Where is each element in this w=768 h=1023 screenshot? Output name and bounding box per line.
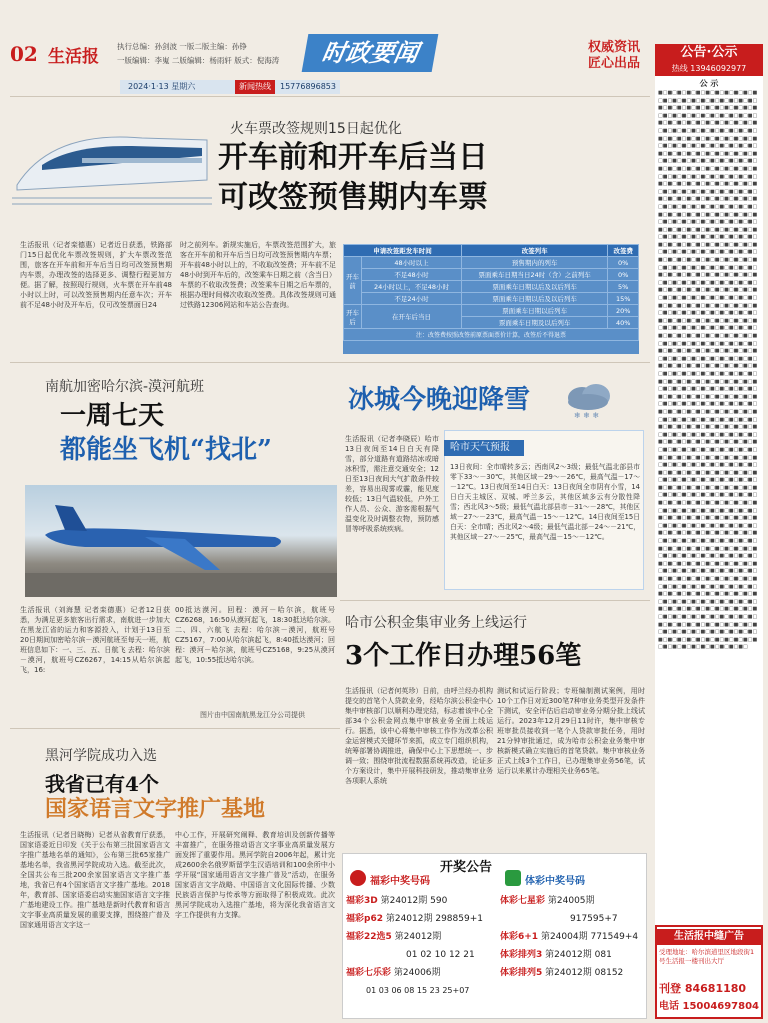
sidebar-ad-address: 受理地址：哈尔滨道里区地段街1号生活报一楼刊出大厅 [659, 948, 755, 965]
article2-headline-2: 都能坐飞机“找北” [60, 435, 272, 465]
lottery-right-list [500, 892, 645, 982]
article2-headline-1: 一周七天 [60, 401, 165, 431]
sidebar-title: 公告·公示 [655, 44, 763, 62]
section-banner: 时政要闻 [302, 34, 439, 72]
sidebar-subtitle: 公 示 [699, 79, 719, 88]
lottery-numbers: 01 03 06 08 15 23 25+07 [366, 986, 470, 995]
change-fee-table: 申请改签距发车时间 改签列车 改签费 开车前 48小时以上 预售期内的列车 0% 不足48小时 票面乘车日期当日24时（含）之前列车 0% 24小时以上，不足48小时 票面乘车日期以后及以后列车 5% 不足24小时 票面乘车日期以后及以后列车 15% 开车后 在开车后当日 票面乘车日期以后列车 20% 票面乘车日期及以后列车 40% 注：改签费按照改签前原票面票价计算，改签后不得退票 [343, 244, 639, 354]
lottery-row: 体彩6+1 第24004期 771549+4 [500, 932, 639, 942]
train-illustration [12, 110, 212, 210]
article3-headline: 冰城今晚迎降雪 [348, 385, 531, 415]
sidebar-ad-phone-1: 刊登 84681180 [659, 982, 747, 995]
weather-title: 哈市天气预报 [444, 440, 524, 456]
lottery-left-brand: 福彩中奖号码 [370, 876, 430, 887]
sports-lottery-icon [505, 870, 521, 886]
svg-text:❄ ❄ ❄: ❄ ❄ ❄ [574, 411, 600, 420]
welfare-lottery-icon [350, 870, 366, 886]
snow-cloud-icon [560, 380, 616, 420]
lottery-row: 福彩七乐彩 第24006期 [346, 968, 441, 978]
sidebar-notices: ■□■□■□■□■□■□■□■□■□■□■□■□■□■□■□■□■□■□■□■□■□■□■□■□■□■□■□■□■□■□■□■□■□■□■□■□■□■□■□■□■□■□■□■□■□■□■□■□■□■□■□■□■□■□■□■□■□■□■□■□■□■□■□■□■□■□■□■□■□■□■□■□■□■□■□■□■□■□■□■□■□■□■□■□■□■□■□■□■□■□■□■□■□■□■□■□■□■□■□■□■□■□■□■□■□■□■□■□■□■□■□■□■□■□■□■□■□■□■□■□■□■□■□■□■□■□■□■□■□■□■□■□■□■□■□■□■□■□■□■□■□■□■□■□■□■□■□■□■□■□■□■□■□■□■□■□■□■□■□■□■□■□■□■□■□■□■□■□■□■□■□■□■□■□■□■□■□■□■□■□■□■□■□■□■□■□■□■□■□■□■□■□■□■□■□■□■□■□■□■□■□■□■□■□■□■□■□■□■□■□■□■□■□■□■□■□■□■□■□■□■□■□■□■□■□■□■□■□■□■□■□■□■□■□■□■□■□■□■□■□■□■□■□■□■□■□■□■□■□■□■□■□■□■□■□■□■□■□■□■□■□■□■□■□■□■□■□■□■□■□■□■□■□■□■□■□■□■□■□■□■□■□■□■□■□■□■□■□■□■□■□■□■□■□■□■□■□■□■□■□■□■□■□■□■□■□■□■□■□■□■□■□■□■□■□■□■□■□■□■□■□■□■□■□■□■□■□■□■□■□■□■□■□■□■□■□■□■□■□■□■□■□■□■□■□■□■□■□■□■□■□■□■□■□■□■□■□■□■□■□■□■□■□■□■□■□■□■□■□■□■□■□■□■□■□■□■□■□■□■□■□■□■□■□■□■□■□■□■□■□■□■□■□■□■□■□■□■□■□■□■□■□■□■□■□■□■□■□■□■□■□■□■□■□■□■□■□■□■□■□■□■□■□■□■□■□■□■□■□■□■□■□■□■□■□■□■□■□■□■□■□■□■□■□■□■□■□■□■□■□■□■□■□■□■□■□■□■□■□■□■□■□■□■□■□■□■□■□■□■□■□■□■□■□■□■□■□■□■□■□■□■□■□■□■□■□■□■□■□■□■□■□■□■□■□■□■□■□■□■□■□■□■□■□■□■□■□■□■□■□■□■□■□■□■□■□■□■□■□■□■□■□■□■□■□■□■□■□■□■□■□■□■□■□■□■□■□■□■□■□■□■□■□■□■□■□■□■□■□■□■□■□■□■□■□■□■□■□■□■□■□■□■□■□■□■□■□■□■□■□■□■□■□■□■□■□■□■□■□■□■□■□■□■□■□■□■□■□■□■□■□■□■□■□■□■□■□■□■□■□■□■□■□■□■□■□■□■□■□■□■□■□■□■□■□■□■□■□■□■□■□■□■□■□■□■□■□■□■□■□■□■□■□■□■□■□■□■□■□■□■□■□■□■□■□■□■□■□■□■□■□■□■□■□■□■□■□■□■□■□■□■□■□■□■□■□■□■□■□■□■□■□■□■□■□■□■□■□■□■□■□■□■□■□■□■□■□■□■□■□■□■□■□■□■□■□■□■□■□■□■□■□■□■□■□■□■□■□■□■□■□■□■□■□■□■□■□■□■□■□■□■□■□■□■□■□■□■□■□■□■□■□■□■□■□■□■□■□■□■□■□■□■□■□■□■□■□■□■□■□■□■□■□■□■□■□■□■□■□■□■□■□■□■□■□■□■□■□■□■□■□■□■□■□■□■□ [658, 90, 758, 651]
sidebar-ad-title: 生活报中缝广告 [657, 929, 761, 945]
article1-headline-2: 可改签预售期内车票 [218, 180, 488, 215]
hotline-number: 15776896853 [280, 82, 336, 91]
dateline: 2024·1·13 星期六 [120, 80, 340, 94]
lottery-numbers: 01 02 10 12 21 [406, 950, 475, 960]
lottery-row: 体彩七星彩 第24005期 [500, 896, 595, 906]
sidebar-phone: 热线 13946092977 [655, 62, 763, 76]
staff-line-2: 一版编辑：李嵬 二版编辑：杨雨轩 版式：倪海涛 [117, 56, 280, 65]
article4-body-col1: 生活报讯（记者何英珍）日前，由呼兰经办机构提交的首笔个人贷款业务，经哈尔滨公积金中心集中审核部门以顺利办理完结，标志着该中心全部34个公积金网点集中审核业务全面上线运行。据悉，该中心将集中审核工作作为改革公积金运营模式关键环节来抓，成立专门组织机构，统筹部署协调推进，确保中心上下思想统一、步调一致；围绕审批流程数据系统再改造，论证多个方案设计，集中开展科技研发，推动集审业务各项职人系统 [345, 687, 493, 785]
slogan: 权威资讯 匠心出品 [588, 40, 641, 71]
article4-kicker: 哈市公积金集审业务上线运行 [345, 615, 527, 631]
article1-body-col2: 时之前列车。新规实施后，车票改签范围扩大，旅客在开车前和开车后当日均可改签预售期内车票；开车前48小时以上的，不收取改签费；开车前不足48小时到开车后的，改签乘车日期之前（含当日）车票的不收取改签费；改签乘车日期之后车票的，根据办理时间梯次收取改签费。具体改签规则可通过铁路12306网站和车站公告查询。 [180, 241, 336, 309]
article2-kicker: 南航加密哈尔滨-漠河航班 [45, 379, 205, 395]
article3-body: 生活报讯（记者李晓辰）哈市13日夜间至14日白天有降雪，部分道路有道路结冰或暗冰积雪，需注意交通安全；12日至13日夜间大气扩散条件较差，容易出现雾或霾，能见度较低；13日气温较低，户外工作人员、公众、游客需根据气温变化及时调整衣物，预防感冒等呼吸系统疾病。 [345, 435, 439, 533]
article1-headline-1: 开车前和开车后当日 [218, 140, 488, 175]
airplane-photo [25, 485, 337, 597]
article5-headline-2: 国家语言文字推广基地 [45, 796, 266, 822]
article5-headline-1: 我省已有4个 [45, 772, 159, 796]
brand-logo: 生活报 [48, 47, 99, 67]
hotline-label: 新闻热线 [235, 80, 275, 94]
photo-credit: 图片由中国南航黑龙江分公司提供 [200, 711, 305, 719]
weather-text: 13日夜间：全市晴转多云；西南风2～3级；最低气温北部县市零下33～－30℃，其他区域－29～－26℃，最高气温－17～－12℃。13日夜间至14日白天：13日夜间全市阴有小雪，14日白天主城区、双城、呼兰多云，其他区域多云有分散性降雪；西北风3～5级；最低气温北部县市－31～－28℃，其他区域－27～－23℃，最高气温－15～－12℃。14日夜间至15日白天：全市晴；西北风2～4级；最低气温北部－24～－21℃，其他区域－27～－25℃，最高气温－15～－12℃。 [450, 463, 640, 541]
lottery-right-brand: 体彩中奖号码 [525, 876, 585, 887]
lottery-row: 福彩22选5 第24012期 [346, 932, 442, 942]
article1-kicker: 火车票改签规则15日起优化 [230, 121, 402, 137]
article4-headline: 3个工作日办理56笔 [345, 641, 582, 671]
article5-body-col1: 生活报讯（记者吕晓梅）记者从省教育厅获悉，国家语委近日印发《关于公布第三批国家语言文字推广基地名单的通知》，公布第三批65家推广基地名单，我省黑河学院成功入选。截至此次，全国共公布三批200余家国家语言文字推广基地，我省已有4个国家语言文字推广基地。2018年，教育部、国家语委启动实施国家语言文字推广基地建设工作。推广基地是新时代教育和语言文字事业高质量发展的重要支撑，围绕推广普及国家通用语言文字这一 [20, 831, 170, 929]
lottery-title: 开奖公告 [440, 860, 493, 875]
article1-body-col1: 生活报讯（记者栾德惠）记者近日获悉，铁路部门15日起优化车票改签规则，扩大车票改签范围，旅客在开车前和开车后当日均可改签预售期内车票，办理改签的选择更多、调整行程更加方便。据了解，按照现行规则，火车票在开车前48小时以上时，可以改签预售期内任意车次；开车前不足48小时及开车后，仅可改签票面日24 [20, 241, 172, 309]
article4-body-col2: 测试和试运行阶段；专班编制测试案例，用时10个工作日对近300笔7种审业务类型开发条件下测试，安全评估后启动审业务分期分批上线试运行。2023年12月29日11时许，集中审核专班审批员接收到一笔个人贷款审批任务，用时21分钟审批通过，成为哈市公积金业务集中审核新模式确立实施后的首笔贷款。集中审核业务正式上线3个工作日，已办理集审业务56笔，试运行以来累计办理相关业务65笔。 [497, 687, 645, 775]
lottery-row: 体彩排列3 第24012期 081 [500, 950, 612, 960]
article5-body-col2: 中心工作，开展研究阐释、教育培训及创新传播等丰富推广，在服务推动语言文字事业高质量发展方面发挥了重要作用。黑河学院自2006年起，累计完成2600余名俄罗斯留学生汉语培训和100余所中小学开展“国家通用语言文字推广普及”活动，在服务国家语言文字战略、中国语言文化国际传播、少数民族语言保护与传承等方面取得了积极成效。此次黑河学院成功入选推广基地，将为深化我省语言文字工作提供有力支撑。 [175, 831, 335, 919]
lottery-numbers: 917595+7 [570, 914, 618, 924]
lottery-left-list [346, 892, 496, 1000]
lottery-row: 福彩3D 第24012期 590 [346, 896, 448, 906]
article2-body-col1: 生活报讯（刘海慧 记者栾德惠）记者12日获悉，为满足更多旅客出行需求，南航进一步加大在黑龙江省的运力和客源投入，计划于13日至20日期间加密哈尔滨－漠河航班至每天一班，航班信息如下：一、三、五、日航飞 去程：哈尔滨－漠河，航班号CZ6267，14:15从哈尔滨起飞，16: [20, 606, 170, 674]
lottery-row: 体彩排列5 第24012期 08152 [500, 968, 624, 978]
staff-line-1: 执行总编：孙剑波 一版二版主编：孙铮 [117, 42, 247, 51]
sidebar-ad-phone-2: 电话 15004697804 [659, 1001, 760, 1012]
page-number: 02 [10, 42, 38, 66]
lottery-row: 福彩p62 第24012期 298859+1 [346, 914, 483, 924]
article2-body-col2: 00抵达漠河。回程：漠河－哈尔滨，航班号CZ6268，16:50从漠河起飞，18:30抵达哈尔滨。二、四、六航飞 去程：哈尔滨－漠河，航班号CZ5167，7:00从哈尔滨起飞，8:40抵达漠河；回程：漠河－哈尔滨，航班号CZ5168，9:25从漠河起飞，10:55抵达哈尔滨。 [175, 606, 335, 664]
article5-kicker: 黑河学院成功入选 [45, 748, 157, 764]
